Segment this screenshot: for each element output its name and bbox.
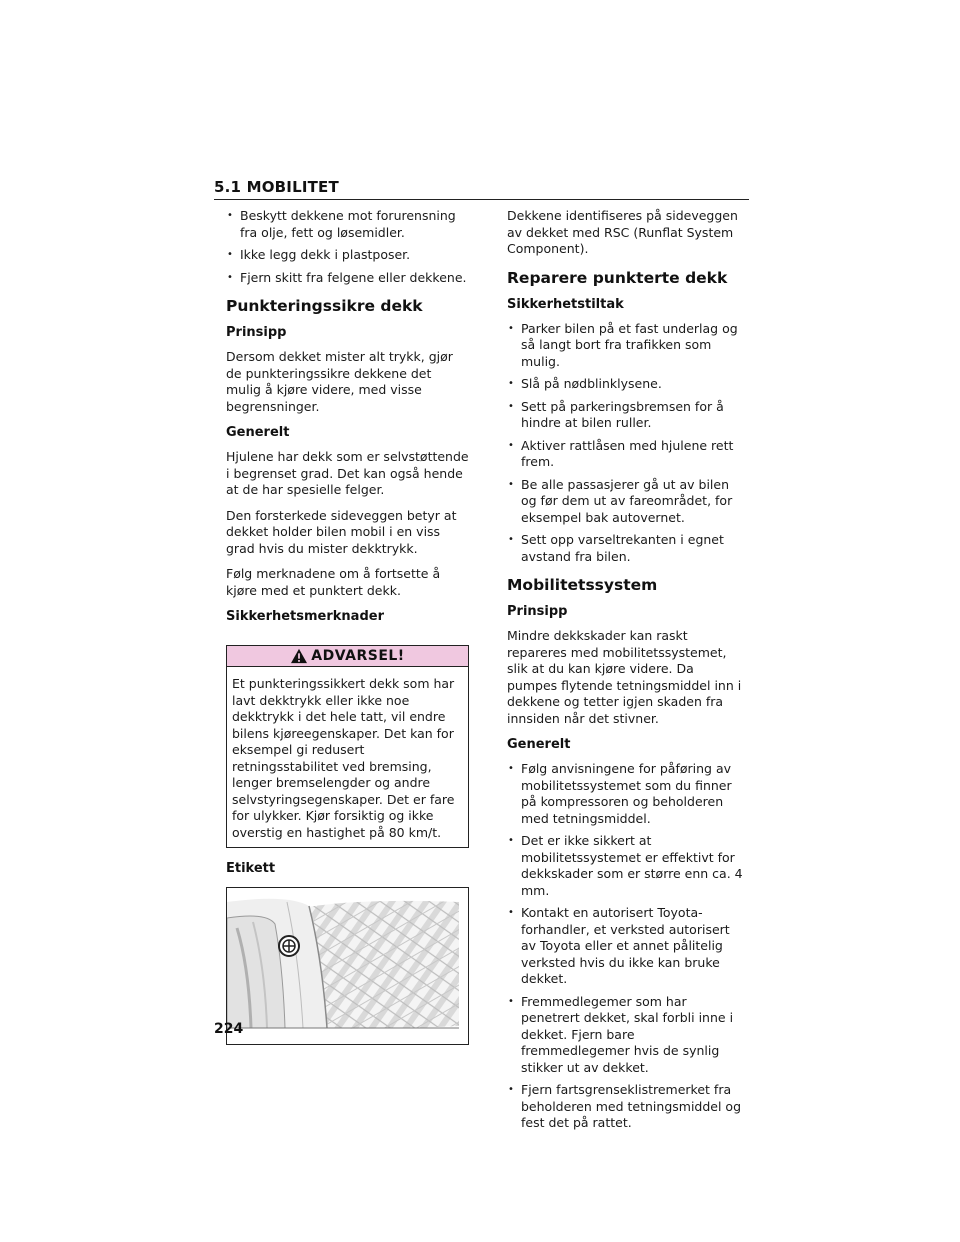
heading-sikkerhetstiltak: Sikkerhetstiltak xyxy=(507,296,624,312)
paragraph-prinsipp: Dersom dekket mister alt trykk, gjør de punkteringssikre dekkene det mulig å kjøre videre, med visse begrensninger. xyxy=(226,349,453,414)
heading-generelt: Generelt xyxy=(507,737,571,752)
heading-mobilitetssystem: Mobilitetssystem xyxy=(507,576,658,594)
list-item: • Parker bilen på et fast underlag og så langt bort fra trafikken som mulig. xyxy=(507,321,747,371)
warning-title: ADVARSEL! xyxy=(311,647,405,664)
list-item: • Fjern skitt fra felgene eller dekkene. xyxy=(226,270,469,287)
list-item: • Be alle passasjerer gå ut av bilen og før dem ut av fareområdet, for eksempel bak autovernet. xyxy=(507,477,747,527)
heading-sikkerhetsmerknader: Sikkerhetsmerknader xyxy=(226,609,384,624)
heading-prinsipp: Prinsipp xyxy=(226,325,287,340)
right-column xyxy=(507,208,747,1138)
general-notes-list xyxy=(507,761,747,1132)
paragraph-generelt-1: Hjulene har dekk som er selvstøttende i begrenset grad. Det kan også hende at de har spesielle felger. xyxy=(226,449,469,497)
list-item: • Følg anvisningene for påføring av mobilitetssystemet som du finner på kompressoren og beholderen med tetningsmiddel. xyxy=(507,761,747,827)
care-bullet-list xyxy=(226,208,469,286)
warning-box xyxy=(226,645,469,848)
list-item: • Slå på nødblinklysene. xyxy=(507,376,747,393)
list-item: • Fremmedlegemer som har penetrert dekket, skal forbli inne i dekket. Fjern bare fremmedlegemer hvis de synlig stikker ut av dekket. xyxy=(507,994,747,1077)
page-number: 224 xyxy=(214,1021,244,1037)
runflat-tire-illustration xyxy=(227,888,469,1044)
list-item: • Ikke legg dekk i plastposer. xyxy=(226,247,469,264)
section-title: 5.1 MOBILITET xyxy=(214,178,339,196)
list-item: • Sett opp varseltrekanten i egnet avstand fra bilen. xyxy=(507,532,747,565)
heading-etikett: Etikett xyxy=(226,861,276,876)
paragraph-generelt-3: Følg merknadene om å fortsette å kjøre med et punktert dekk. xyxy=(226,566,441,598)
list-item: • Kontakt en autorisert Toyota-forhandler, et verksted autorisert av Toyota eller et annet pålitelig verksted hvis du ikke kan bruke dekket. xyxy=(507,905,747,988)
warning-text: Et punkteringssikkert dekk som har lavt dekktrykk eller ikke noe dekktrykk i det hele tatt, vil endre bilens kjøreegenskaper. Det kan for eksempel gi redusert retningsstabilitet ved bremsing, lenger bremselengder og andre selvstyringsegenskaper. Det er fare for ulykker. Kjør forsiktig og ikke overstig en hastighet på 80 km/t. xyxy=(232,676,455,840)
section-header xyxy=(214,178,749,200)
heading-prinsipp: Prinsipp xyxy=(507,604,568,619)
heading-generelt: Generelt xyxy=(226,425,290,440)
warning-triangle-icon xyxy=(290,648,308,664)
list-item: • Fjern fartsgrenseklistremerket fra beholderen med tetningsmiddel og fest det på rattet. xyxy=(507,1082,747,1132)
heading-reparere-punkterte-dekk: Reparere punkterte dekk xyxy=(507,268,728,287)
heading-punkteringssikre-dekk: Punkteringssikre dekk xyxy=(226,297,423,315)
paragraph-rsc: Dekkene identifiseres på sideveggen av dekket med RSC (Runflat System Component). xyxy=(507,208,738,256)
paragraph-generelt-2: Den forsterkede sideveggen betyr at dekket holder bilen mobil i en viss grad hvis du mister dekktrykk. xyxy=(226,507,457,556)
warning-header xyxy=(227,646,468,667)
list-item: • Det er ikke sikkert at mobilitetssystemet er effektivt for dekkskader som er større enn ca. 4 mm. xyxy=(507,833,747,899)
list-item: • Aktiver rattlåsen med hjulene rett frem. xyxy=(507,438,747,471)
left-column xyxy=(226,208,469,1045)
list-item: • Sett på parkeringsbremsen for å hindre at bilen ruller. xyxy=(507,399,747,432)
list-item: • Beskytt dekkene mot forurensning fra olje, fett og løsemidler. xyxy=(226,208,469,241)
safety-measures-list xyxy=(507,321,747,566)
tire-label-figure xyxy=(226,887,469,1045)
paragraph-mobilitet-prinsipp: Mindre dekkskader kan raskt repareres med mobilitetssystemet, slik at du kan kjøre videre. Da pumpes flytende tetningsmiddel inn i dekkene og tetter igjen skaden fra innsiden når det stivner. xyxy=(507,628,742,726)
